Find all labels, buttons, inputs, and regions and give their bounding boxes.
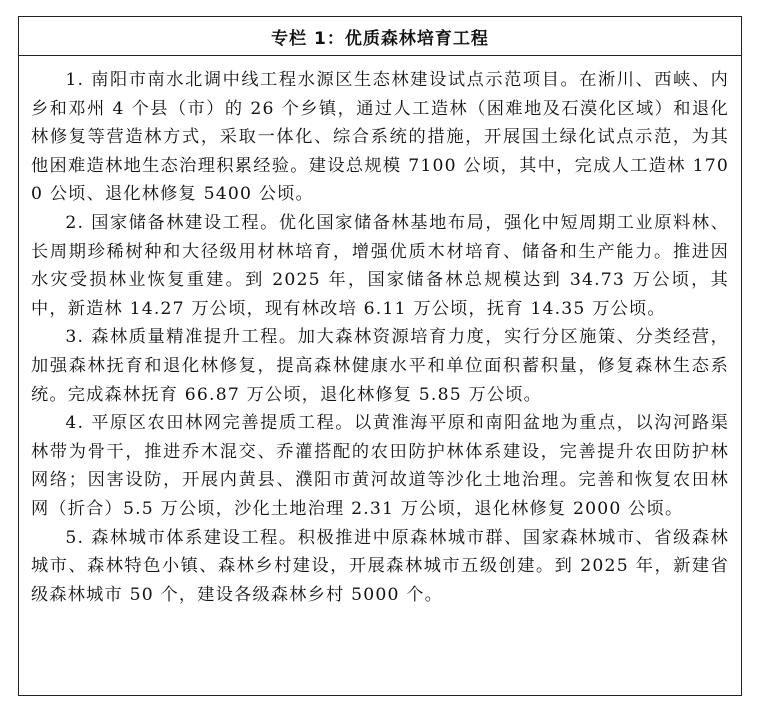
box-title: 专栏 1：优质森林培育工程 xyxy=(19,17,741,56)
box-body xyxy=(19,56,741,609)
paragraph-4: 4. 平原区农田林网完善提质工程。以黄淮海平原和南阳盆地为重点，以沟河路渠林带为骨干，推进乔木混交、乔灌搭配的农田防护林体系建设，完善提升农田防护林网络；因害设防，开展内黄县、濮阳市黄河故道等沙化土地治理。完善和恢复农田林网（折合）5.5 万公顷，沙化土地治理 2.31 万公顷，退化林修复 2000 公顷。 xyxy=(31,413,729,519)
feature-box xyxy=(18,16,742,696)
paragraph-1: 1. 南阳市南水北调中线工程水源区生态林建设试点示范项目。在淅川、西峡、内乡和邓州 4 个县（市）的 26 个乡镇，通过人工造林（困难地及石漠化区域）和退化林修复等营造林方式，采取一体化、综合系统的措施，开展国土绿化试点示范，为其他困难造林地生态治理积累经验。建设总规模 7100 公顷，其中，完成人工造林 1700 公顷、退化林修复 5400 公顷。 xyxy=(31,70,729,205)
paragraph-3: 3. 森林质量精准提升工程。加大森林资源培育力度，实行分区施策、分类经营，加强森林抚育和退化林修复，提高森林健康水平和单位面积蓄积量，修复森林生态系统。完成森林抚育 66.87 万公顷，退化林修复 5.85 万公顷。 xyxy=(31,327,729,405)
paragraph-2: 2. 国家储备林建设工程。优化国家储备林基地布局，强化中短周期工业原料林、长周期珍稀树种和大径级用材林培育，增强优质木材培育、储备和生产能力。推进因水灾受损林业恢复重建。到 2025 年，国家储备林总规模达到 34.73 万公顷，其中，新造林 14.27 万公顷，现有林改培 6.11 万公顷，抚育 14.35 万公顷。 xyxy=(31,212,729,319)
paragraph-5: 5. 森林城市体系建设工程。积极推进中原森林城市群、国家森林城市、省级森林城市、森林特色小镇、森林乡村建设，开展森林城市五级创建。到 2025 年，新建省级森林城市 50 个，建设各级森林乡村 5000 个。 xyxy=(31,527,729,605)
